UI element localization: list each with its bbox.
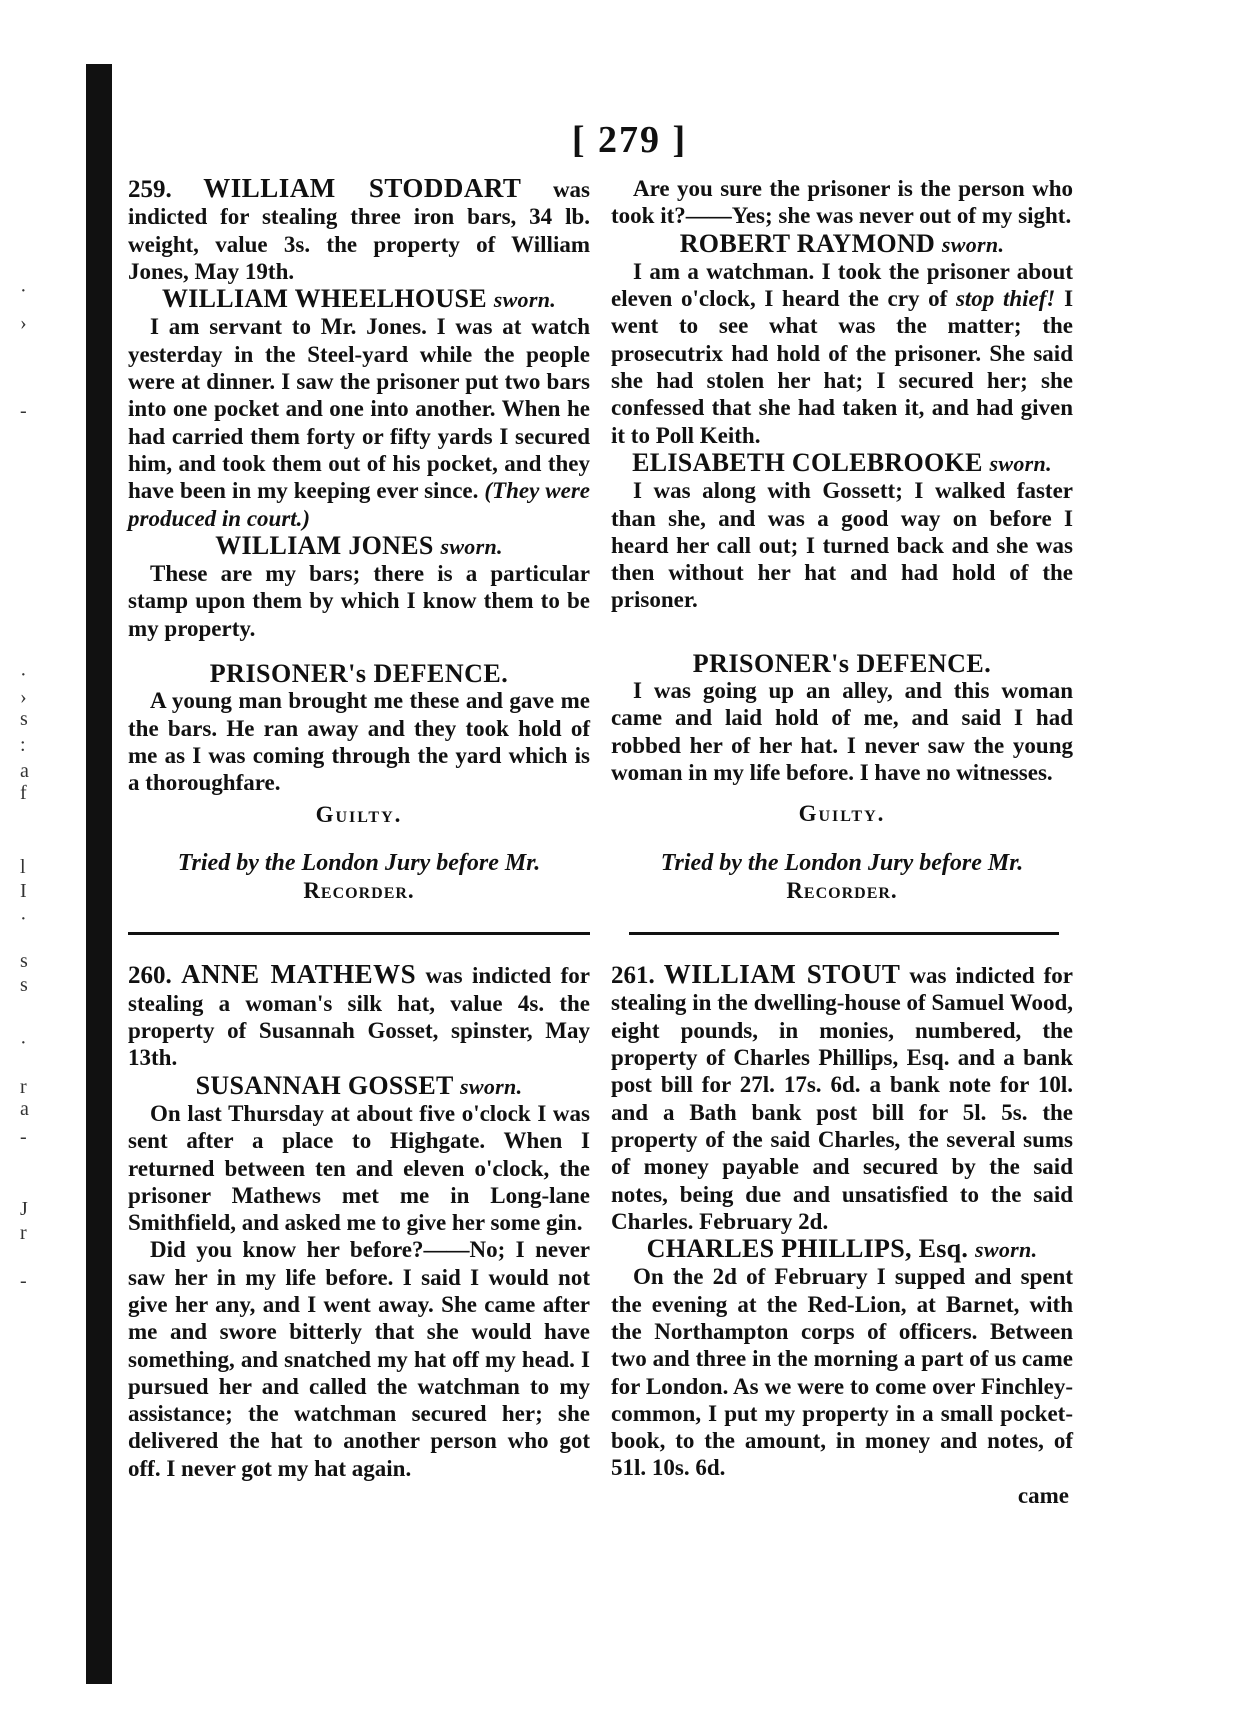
- recorder-line: Recorder.: [786, 877, 898, 903]
- testimony-text: I am a watchman. I took the prisoner about eleven o'clock, I heard the cry of: [611, 258, 1073, 312]
- defendant-name: WILLIAM STOUT: [663, 959, 901, 990]
- tried-by-line: Tried by the London Jury before Mr.: [660, 849, 1024, 876]
- margin-mark: -: [20, 400, 27, 422]
- defence-title: PRISONER's DEFENCE.: [209, 659, 509, 689]
- sworn-label: sworn.: [941, 231, 1005, 257]
- witness-name: ROBERT RAYMOND: [679, 228, 936, 258]
- sworn-label: sworn.: [440, 533, 503, 559]
- margin-mark: -: [20, 1126, 27, 1148]
- indictment-text: was indicted for stealing in the dwelling-house of Samuel Wood, eight pounds, in monies, numbered, the property of Charles Phillips, Esq. and a bank post bill for 27l. 17s. 6d. a bank note for 10l. and a Bath bank post bill for 5l. 5s. the property of the said Charles, the several sums of money payable and secured by the said notes, being due and unsatisfied to the said Charles. February 2d.: [611, 963, 1074, 1234]
- testimony-paragraph: On the 2d of February I supped and spent the evening at the Red-Lion, at Barnet, with the Northampton corps of officers. Between two and three in the morning a part of us came for London. As we were to come over Finchley-common, I put my property in a small pocket-book, to the amount, in money and notes, of 51l. 10s. 6d.: [611, 1264, 1073, 1481]
- margin-mark: I: [20, 880, 27, 902]
- margin-mark: ·: [20, 664, 27, 686]
- testimony-text: I went to see what was the matter; the prosecutrix had hold of the prisoner. She said she had stolen her hat; I secured her; she confessed that she had taken it, and had given it to Poll Keith.: [611, 286, 1074, 448]
- defence-paragraph: I was going up an alley, and this woman came and laid hold of me, and said I had robbed her of her hat. I never saw the young woman in my life before. I have no witnesses.: [611, 678, 1073, 785]
- italic-cry: stop thief!: [955, 286, 1056, 312]
- sworn-label: sworn.: [493, 287, 557, 313]
- court-note: (They were produced in court.): [128, 478, 590, 531]
- testimony-paragraph: I was along with Gossett; I walked faster than she, and was a good way on before I heard her call out; I turned back and she was then without her hat and had hold of the prisoner.: [611, 478, 1073, 613]
- witness-heading: [128, 285, 590, 313]
- margin-mark: a: [20, 760, 29, 782]
- right-column: [611, 175, 1073, 1509]
- margin-mark: s: [20, 708, 28, 730]
- verdict: Guilty.: [798, 801, 886, 827]
- witness-name: CHARLES PHILLIPS, Esq.: [646, 1234, 969, 1264]
- witness-heading: [128, 532, 590, 560]
- question-paragraph: Are you sure the prisoner is the person who took it?——Yes; she was never out of my sight.: [611, 176, 1073, 229]
- verdict: Guilty.: [315, 801, 403, 827]
- page-number: [ 279 ]: [571, 119, 688, 161]
- margin-mark: f: [20, 782, 27, 804]
- case-number: 261.: [611, 962, 655, 990]
- recorder-line: Recorder.: [303, 878, 415, 904]
- page-binding-shadow: [86, 64, 112, 1684]
- sworn-label: sworn.: [975, 1237, 1038, 1263]
- margin-mark: ›: [20, 312, 27, 334]
- sworn-label: sworn.: [989, 450, 1052, 476]
- witness-heading: [128, 1072, 590, 1100]
- case-260-heading: [128, 961, 590, 1071]
- margin-mark: ›: [20, 686, 27, 708]
- margin-mark: ·: [20, 280, 27, 302]
- margin-mark: -: [20, 1270, 27, 1292]
- testimony-paragraph: Did you know her before?——No; I never saw her in my life before. I said I would not give her any, and I went away. She came after me and swore bitterly that she would have something, and snatched my hat off my head. I pursued her and called the watchman to my assistance; the watchman secured her; she delivered the hat to another person who got off. I never got my hat again.: [128, 1237, 590, 1481]
- case-number: 260.: [128, 962, 172, 990]
- testimony-paragraph: These are my bars; there is a particular stamp upon them by which I know them to be my property.: [128, 561, 590, 641]
- indictment-text: was indicted for stealing a woman's silk hat, value 4s. the property of Susannah Gosset, spinster, May 13th.: [128, 963, 590, 1071]
- margin-mark: ·: [20, 908, 27, 930]
- testimony-text: I am servant to Mr. Jones. I was at watch yesterday in the Steel-yard while the people were at dinner. I saw the prisoner put two bars into one pocket and one into another. When he had carried them forty or fifty yards I secured him, and took them out of his pocket, and they have been in my keeping ever since.: [128, 314, 590, 504]
- witness-heading: [611, 1235, 1073, 1263]
- margin-mark: ·: [20, 1032, 27, 1054]
- witness-name: WILLIAM JONES: [215, 530, 434, 560]
- margin-mark: J: [20, 1198, 28, 1220]
- testimony-paragraph: On last Thursday at about five o'clock I was sent after a place to Highgate. When I returned between ten and eleven o'clock, the prisoner Mathews met me in Long-lane Smithfield, and asked me to give her some gin.: [128, 1100, 590, 1236]
- defendant-name: WILLIAM STODDART: [203, 173, 522, 203]
- margin-mark: a: [20, 1098, 29, 1120]
- margin-mark: :: [20, 734, 26, 756]
- margin-mark: l: [20, 856, 26, 878]
- left-column: [128, 175, 590, 1482]
- margin-mark: s: [20, 974, 28, 996]
- witness-name: ELISABETH COLEBROOKE: [632, 447, 983, 477]
- witness-heading: [611, 449, 1073, 477]
- margin-mark: s: [20, 950, 28, 972]
- section-divider: [128, 932, 590, 935]
- section-divider: [629, 932, 1059, 935]
- case-261-heading: [611, 961, 1073, 1235]
- witness-name: SUSANNAH GOSSET: [195, 1070, 454, 1100]
- case-259-heading: [128, 175, 590, 285]
- case-number: 259.: [128, 176, 172, 203]
- catchword: came: [1017, 1482, 1069, 1508]
- margin-mark: r: [20, 1222, 27, 1244]
- testimony-paragraph: [611, 258, 1073, 449]
- tried-by-line: Tried by the London Jury before Mr.: [177, 849, 541, 876]
- indictment-text: was indicted for stealing three iron bars, 34 lb. weight, value 3s. the property of William Jones, May 19th.: [128, 177, 591, 284]
- defence-title: PRISONER's DEFENCE.: [692, 648, 992, 678]
- defendant-name: ANNE MATHEWS: [181, 959, 417, 990]
- defence-paragraph: A young man brought me these and gave me the bars. He ran away and they took hold of me as I was coming through the yard which is a thoroughfare.: [128, 688, 590, 796]
- witness-heading: [611, 230, 1073, 258]
- margin-mark: r: [20, 1076, 27, 1098]
- witness-name: WILLIAM WHEELHOUSE: [161, 284, 487, 314]
- testimony-paragraph: [128, 313, 590, 531]
- sworn-label: sworn.: [460, 1073, 523, 1099]
